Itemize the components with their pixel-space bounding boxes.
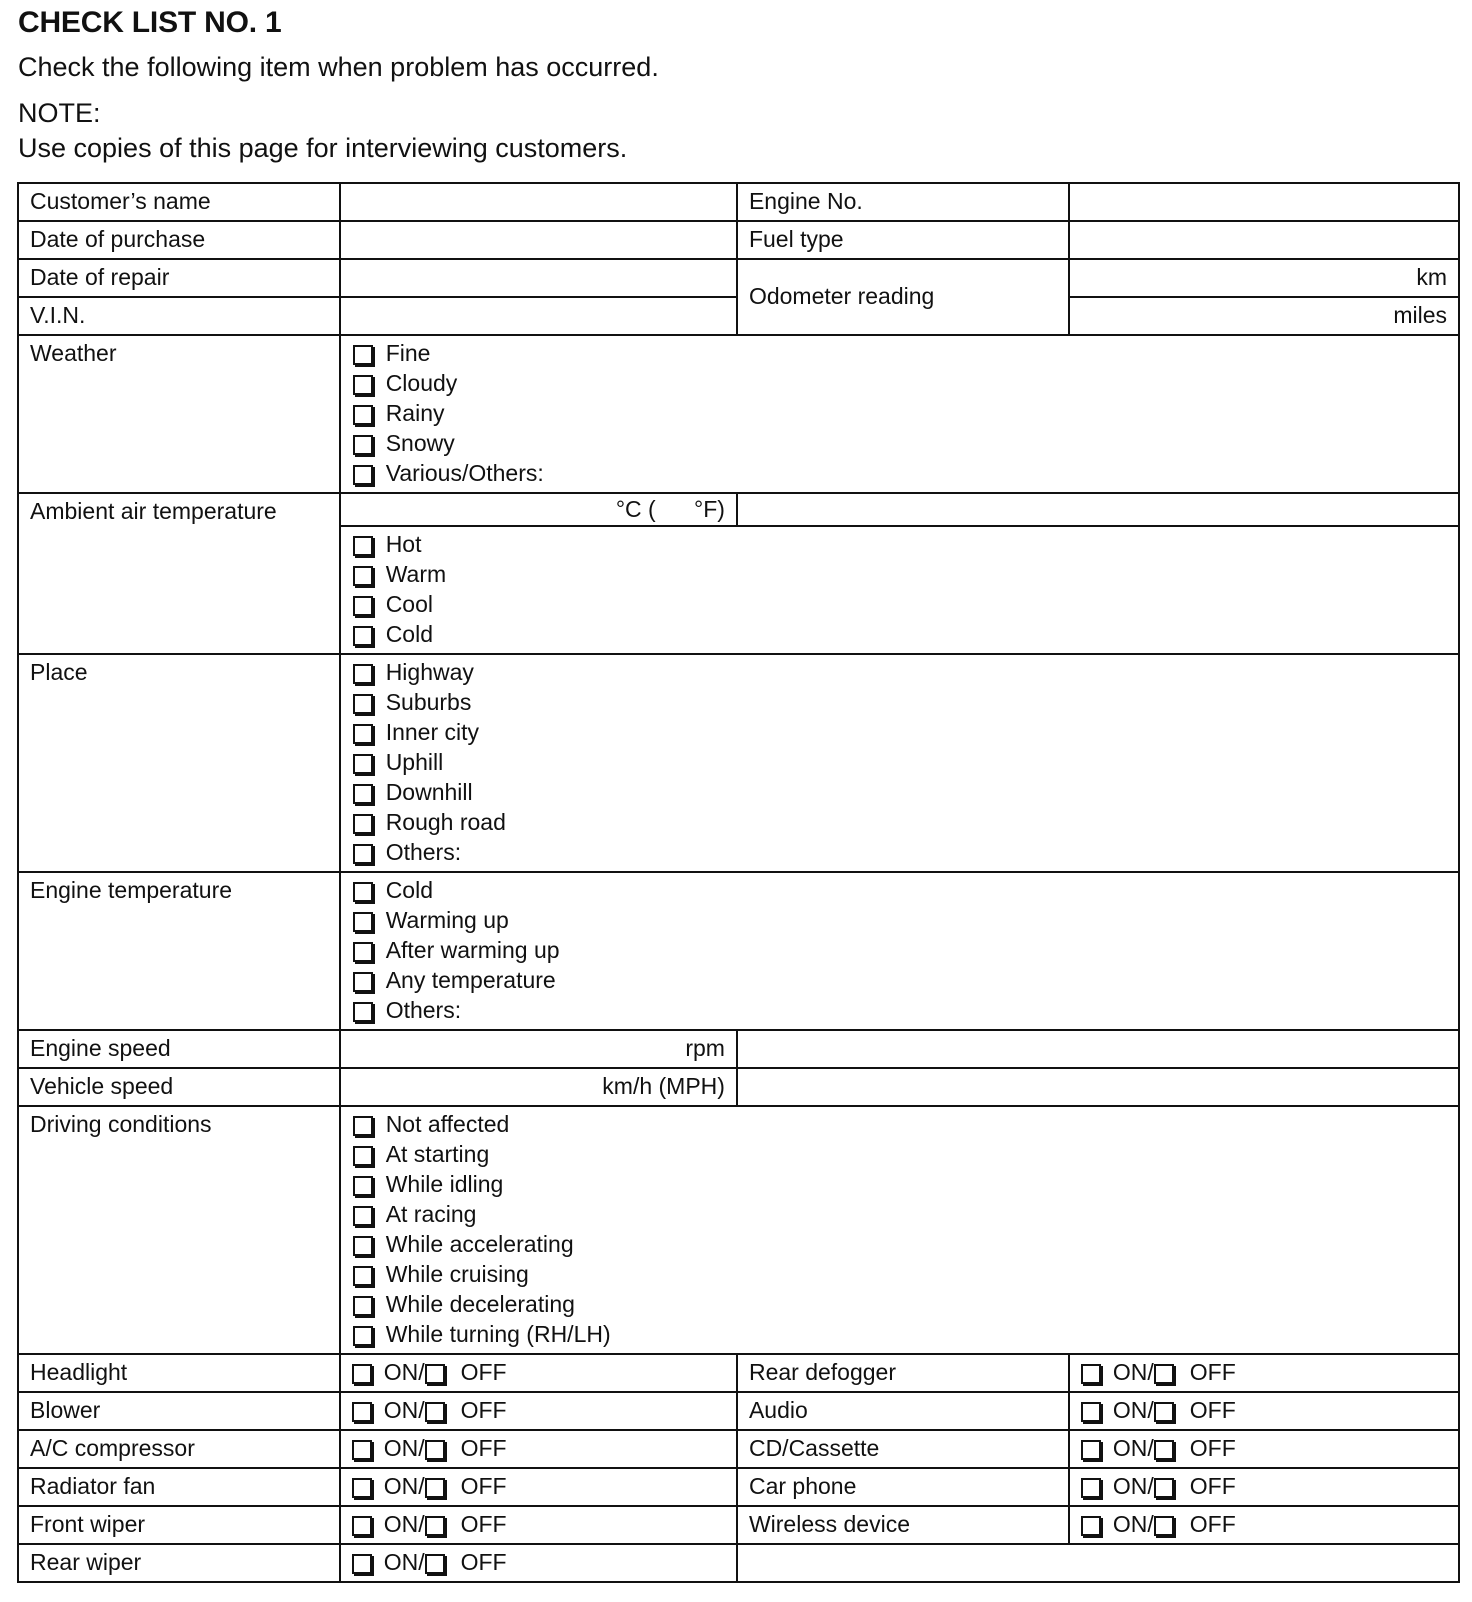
off-checkbox-icon[interactable] <box>425 1440 445 1460</box>
vehicle-speed-blank <box>737 1068 1459 1106</box>
empty-cell <box>737 1544 1459 1582</box>
off-label: OFF <box>1189 1397 1236 1424</box>
off-label: OFF <box>1189 1511 1236 1538</box>
off-label: OFF <box>1189 1473 1236 1500</box>
option-label: Downhill <box>385 779 473 806</box>
checkbox-icon[interactable] <box>353 694 373 714</box>
on-checkbox-icon[interactable] <box>1081 1402 1101 1422</box>
option-label: Warm <box>385 561 447 588</box>
odometer-reading-label: Odometer reading <box>737 259 1069 335</box>
on-label: ON/ <box>1112 1359 1154 1386</box>
off-checkbox-icon[interactable] <box>1154 1364 1174 1384</box>
checkbox-icon[interactable] <box>353 1116 373 1136</box>
ambient-option[interactable] <box>353 530 1446 560</box>
off-label: OFF <box>460 1549 507 1576</box>
driving-conditions-options <box>340 1106 1459 1354</box>
off-label: OFF <box>460 1397 507 1424</box>
driving-option[interactable] <box>353 1230 1446 1260</box>
place-option[interactable] <box>353 688 1446 718</box>
option-label: Snowy <box>385 430 455 457</box>
weather-options <box>340 335 1459 493</box>
weather-label: Weather <box>18 335 340 493</box>
date-of-repair-label: Date of repair <box>18 259 340 297</box>
checkbox-icon[interactable] <box>353 844 373 864</box>
device-label: CD/Cassette <box>737 1430 1069 1468</box>
engine-temperature-option[interactable] <box>353 966 1446 996</box>
place-option[interactable] <box>353 808 1446 838</box>
off-label: OFF <box>460 1435 507 1462</box>
ambient-temperature-label: Ambient air temperature <box>18 493 340 654</box>
place-option[interactable] <box>353 718 1446 748</box>
device-on-off <box>1069 1354 1459 1392</box>
option-label: Warming up <box>385 907 509 934</box>
option-label: Cool <box>385 591 433 618</box>
device-label: A/C compressor <box>18 1430 340 1468</box>
weather-option[interactable] <box>353 399 1446 429</box>
option-label: Inner city <box>385 719 480 746</box>
option-label: Rough road <box>385 809 506 836</box>
option-label: Others: <box>385 997 462 1024</box>
place-label: Place <box>18 654 340 872</box>
off-checkbox-icon[interactable] <box>425 1478 445 1498</box>
option-label: Any temperature <box>385 967 556 994</box>
engine-speed-field[interactable]: rpm <box>340 1030 737 1068</box>
checkbox-icon[interactable] <box>353 1146 373 1166</box>
on-label: ON/ <box>383 1359 425 1386</box>
engine-temperature-label: Engine temperature <box>18 872 340 1030</box>
off-label: OFF <box>1189 1435 1236 1462</box>
fuel-type-field[interactable] <box>1069 221 1459 259</box>
on-checkbox-icon[interactable] <box>1081 1478 1101 1498</box>
checkbox-icon[interactable] <box>353 405 373 425</box>
odometer-miles-field[interactable]: miles <box>1069 297 1459 335</box>
device-on-off <box>1069 1468 1459 1506</box>
on-label: ON/ <box>383 1473 425 1500</box>
note-label: NOTE: <box>18 98 101 128</box>
checkbox-icon[interactable] <box>353 536 373 556</box>
on-label: ON/ <box>1112 1473 1154 1500</box>
customer-name-field[interactable] <box>340 183 737 221</box>
weather-option[interactable] <box>353 429 1446 459</box>
engine-temperature-option[interactable] <box>353 906 1446 936</box>
vin-field[interactable] <box>340 297 737 335</box>
option-label: Suburbs <box>385 689 472 716</box>
place-option[interactable] <box>353 838 1446 868</box>
engine-speed-blank <box>737 1030 1459 1068</box>
on-label: ON/ <box>383 1397 425 1424</box>
on-label: ON/ <box>1112 1397 1154 1424</box>
checkbox-icon[interactable] <box>353 435 373 455</box>
checkbox-icon[interactable] <box>353 814 373 834</box>
checkbox-icon[interactable] <box>353 465 373 485</box>
off-checkbox-icon[interactable] <box>425 1554 445 1574</box>
driving-option[interactable] <box>353 1170 1446 1200</box>
off-checkbox-icon[interactable] <box>1154 1516 1174 1536</box>
option-label: After warming up <box>385 937 560 964</box>
driving-option[interactable] <box>353 1140 1446 1170</box>
checkbox-icon[interactable] <box>353 1326 373 1346</box>
checkbox-icon[interactable] <box>353 1002 373 1022</box>
checkbox-icon[interactable] <box>353 912 373 932</box>
ambient-temperature-field[interactable]: °C ( °F) <box>340 493 737 526</box>
on-label: ON/ <box>383 1511 425 1538</box>
device-label: Blower <box>18 1392 340 1430</box>
ambient-option[interactable] <box>353 620 1446 650</box>
odometer-km-field[interactable]: km <box>1069 259 1459 297</box>
off-checkbox-icon[interactable] <box>1154 1402 1174 1422</box>
on-checkbox-icon[interactable] <box>352 1440 372 1460</box>
device-on-off <box>1069 1506 1459 1544</box>
instruction-text: Check the following item when problem has occurred. <box>18 52 659 82</box>
device-on-off <box>340 1506 737 1544</box>
driving-option[interactable] <box>353 1260 1446 1290</box>
checkbox-icon[interactable] <box>353 882 373 902</box>
off-checkbox-icon[interactable] <box>425 1364 445 1384</box>
checkbox-icon[interactable] <box>353 1206 373 1226</box>
place-options <box>340 654 1459 872</box>
device-on-off <box>340 1354 737 1392</box>
checkbox-icon[interactable] <box>353 942 373 962</box>
option-label: While accelerating <box>385 1231 574 1258</box>
driving-option[interactable] <box>353 1200 1446 1230</box>
date-of-purchase-field[interactable] <box>340 221 737 259</box>
on-checkbox-icon[interactable] <box>352 1402 372 1422</box>
on-checkbox-icon[interactable] <box>352 1364 372 1384</box>
option-label: At racing <box>385 1201 477 1228</box>
on-label: ON/ <box>1112 1435 1154 1462</box>
option-label: While idling <box>385 1171 504 1198</box>
customer-name-label: Customer’s name <box>18 183 340 221</box>
checkbox-icon[interactable] <box>353 1266 373 1286</box>
page-title: CHECK LIST NO. 1 <box>18 6 282 39</box>
engine-temperature-option[interactable] <box>353 936 1446 966</box>
checkbox-icon[interactable] <box>353 754 373 774</box>
option-label: Cold <box>385 877 433 904</box>
off-checkbox-icon[interactable] <box>425 1516 445 1536</box>
checkbox-icon[interactable] <box>353 1176 373 1196</box>
on-label: ON/ <box>383 1549 425 1576</box>
device-label: Wireless device <box>737 1506 1069 1544</box>
checkbox-icon[interactable] <box>353 626 373 646</box>
device-on-off <box>340 1392 737 1430</box>
check-list-form <box>17 182 1460 1583</box>
weather-option[interactable] <box>353 339 1446 369</box>
checkbox-icon[interactable] <box>353 1296 373 1316</box>
device-label: Car phone <box>737 1468 1069 1506</box>
driving-option[interactable] <box>353 1290 1446 1320</box>
option-label: Highway <box>385 659 474 686</box>
vehicle-speed-field[interactable]: km/h (MPH) <box>340 1068 737 1106</box>
checkbox-icon[interactable] <box>353 784 373 804</box>
checkbox-icon[interactable] <box>353 596 373 616</box>
vehicle-speed-label: Vehicle speed <box>18 1068 340 1106</box>
checkbox-icon[interactable] <box>353 345 373 365</box>
on-checkbox-icon[interactable] <box>352 1554 372 1574</box>
option-label: Fine <box>385 340 431 367</box>
checkbox-icon[interactable] <box>353 1236 373 1256</box>
checkbox-icon[interactable] <box>353 664 373 684</box>
option-label: While turning (RH/LH) <box>385 1321 611 1348</box>
option-label: Uphill <box>385 749 444 776</box>
device-label: Rear wiper <box>18 1544 340 1582</box>
off-label: OFF <box>1189 1359 1236 1386</box>
date-of-repair-field[interactable] <box>340 259 737 297</box>
option-label: Various/Others: <box>385 460 544 487</box>
note-text: Use copies of this page for interviewing customers. <box>18 133 628 163</box>
checkbox-icon[interactable] <box>353 375 373 395</box>
ambient-temperature-blank <box>737 493 1459 526</box>
on-checkbox-icon[interactable] <box>1081 1364 1101 1384</box>
place-option[interactable] <box>353 748 1446 778</box>
checkbox-icon[interactable] <box>353 972 373 992</box>
option-label: Hot <box>385 531 422 558</box>
place-option[interactable] <box>353 658 1446 688</box>
driving-option[interactable] <box>353 1320 1446 1350</box>
device-label: Headlight <box>18 1354 340 1392</box>
device-on-off <box>340 1468 737 1506</box>
option-label: Cloudy <box>385 370 458 397</box>
ambient-options <box>340 526 1459 654</box>
option-label: Not affected <box>385 1111 510 1138</box>
weather-option[interactable] <box>353 459 1446 489</box>
device-label: Audio <box>737 1392 1069 1430</box>
engine-no-field[interactable] <box>1069 183 1459 221</box>
option-label: Cold <box>385 621 433 648</box>
on-checkbox-icon[interactable] <box>1081 1516 1101 1536</box>
off-label: OFF <box>460 1359 507 1386</box>
on-checkbox-icon[interactable] <box>352 1516 372 1536</box>
option-label: While decelerating <box>385 1291 575 1318</box>
engine-temperature-option[interactable] <box>353 996 1446 1026</box>
checkbox-icon[interactable] <box>353 566 373 586</box>
engine-speed-label: Engine speed <box>18 1030 340 1068</box>
device-label: Front wiper <box>18 1506 340 1544</box>
driving-conditions-label: Driving conditions <box>18 1106 340 1354</box>
off-label: OFF <box>460 1473 507 1500</box>
date-of-purchase-label: Date of purchase <box>18 221 340 259</box>
checkbox-icon[interactable] <box>353 724 373 744</box>
engine-temperature-options <box>340 872 1459 1030</box>
device-label: Radiator fan <box>18 1468 340 1506</box>
on-checkbox-icon[interactable] <box>352 1478 372 1498</box>
vin-label: V.I.N. <box>18 297 340 335</box>
ambient-option[interactable] <box>353 590 1446 620</box>
device-on-off <box>340 1430 737 1468</box>
on-checkbox-icon[interactable] <box>1081 1440 1101 1460</box>
device-on-off <box>1069 1392 1459 1430</box>
off-checkbox-icon[interactable] <box>1154 1440 1174 1460</box>
weather-option[interactable] <box>353 369 1446 399</box>
option-label: Rainy <box>385 400 445 427</box>
ambient-option[interactable] <box>353 560 1446 590</box>
place-option[interactable] <box>353 778 1446 808</box>
fuel-type-label: Fuel type <box>737 221 1069 259</box>
off-checkbox-icon[interactable] <box>425 1402 445 1422</box>
engine-no-label: Engine No. <box>737 183 1069 221</box>
option-label: Others: <box>385 839 462 866</box>
on-label: ON/ <box>383 1435 425 1462</box>
device-on-off <box>340 1544 737 1582</box>
on-label: ON/ <box>1112 1511 1154 1538</box>
off-checkbox-icon[interactable] <box>1154 1478 1174 1498</box>
device-label: Rear defogger <box>737 1354 1069 1392</box>
option-label: While cruising <box>385 1261 529 1288</box>
option-label: At starting <box>385 1141 490 1168</box>
driving-option[interactable] <box>353 1110 1446 1140</box>
off-label: OFF <box>460 1511 507 1538</box>
engine-temperature-option[interactable] <box>353 876 1446 906</box>
device-on-off <box>1069 1430 1459 1468</box>
